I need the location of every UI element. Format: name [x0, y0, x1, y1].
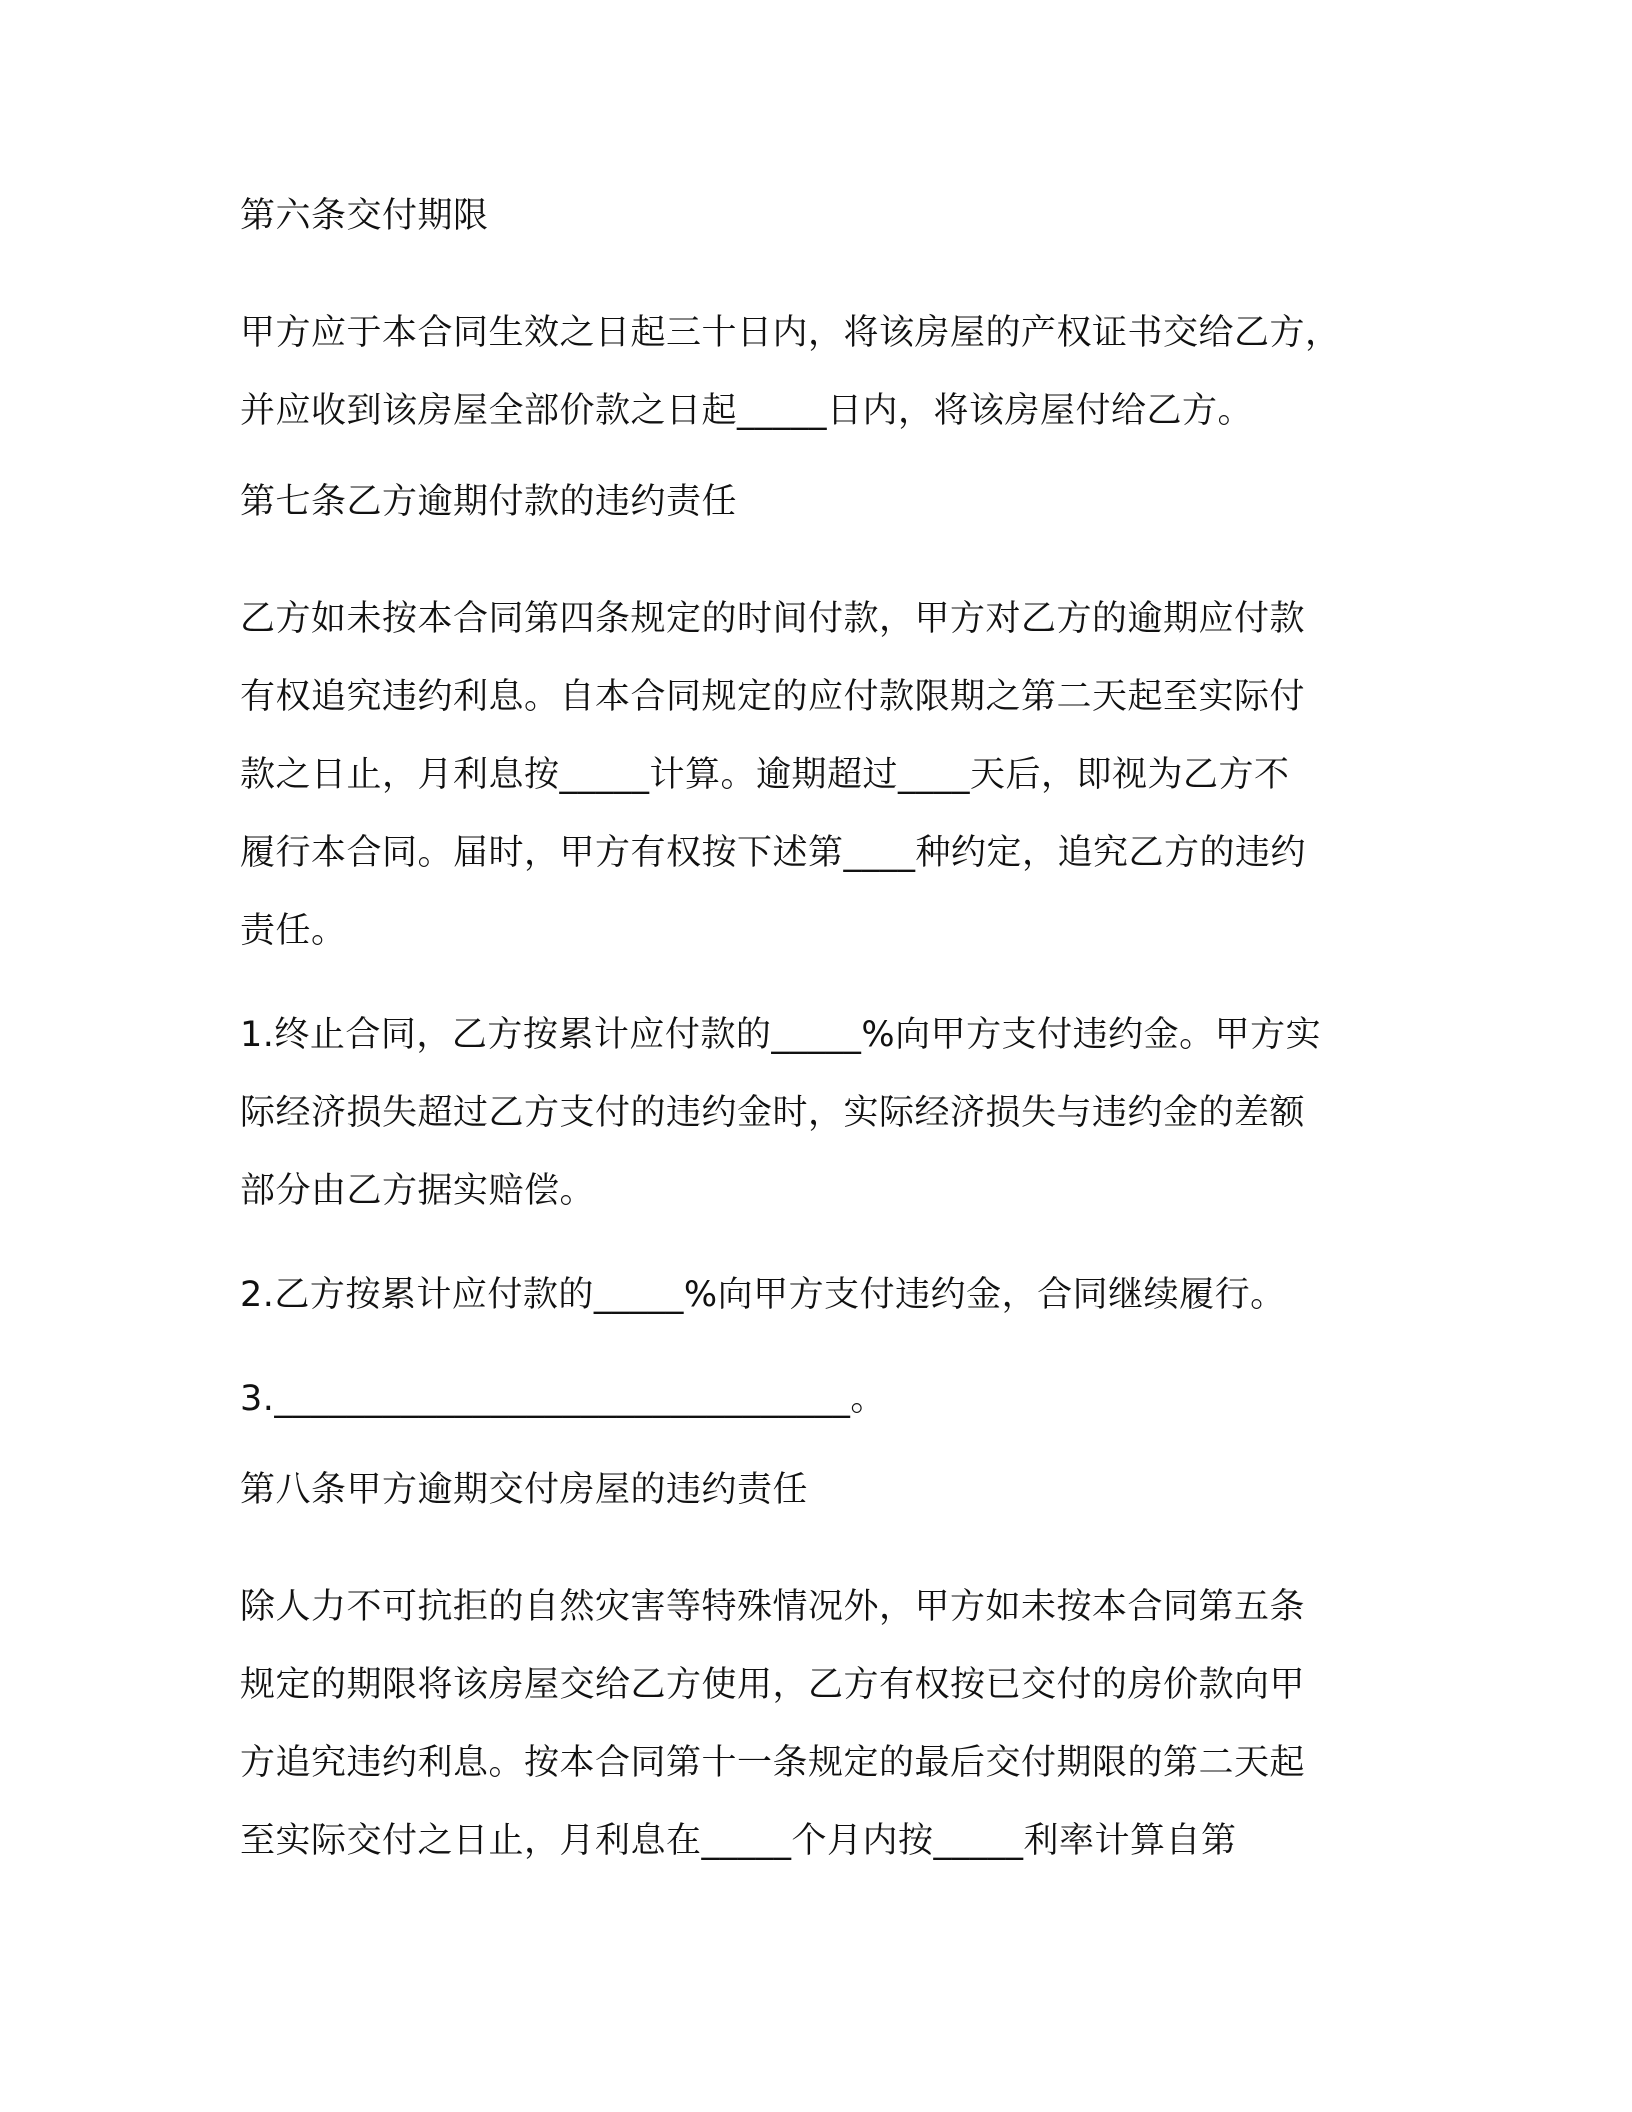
text-line: 有权追究违约利息。自本合同规定的应付款限期之第二天起至实际付 — [240, 677, 1306, 717]
article-7-body — [240, 580, 1420, 970]
document-page — [240, 190, 1420, 1906]
article-8-title: 第八条甲方逾期交付房屋的违约责任 — [240, 1470, 809, 1510]
text-line: 3.________________________________。 — [240, 1379, 886, 1419]
article-7-item-2 — [240, 1256, 1420, 1334]
text-line: 甲方应于本合同生效之日起三十日内，将该房屋的产权证书交给乙方， — [240, 313, 1341, 353]
text-line: 履行本合同。届时，甲方有权按下述第____种约定，追究乙方的违约 — [240, 833, 1307, 873]
text-line: 并应收到该房屋全部价款之日起_____日内，将该房屋付给乙方。 — [240, 391, 1254, 431]
text-line: 至实际交付之日止，月利息在_____个月内按_____利率计算自第 — [240, 1821, 1237, 1861]
article-7-title: 第七条乙方逾期付款的违约责任 — [240, 482, 738, 522]
text-line: 除人力不可抗拒的自然灾害等特殊情况外，甲方如未按本合同第五条 — [240, 1587, 1306, 1627]
text-line: 2.乙方按累计应付款的_____%向甲方支付违约金，合同继续履行。 — [240, 1275, 1286, 1315]
article-8-body — [240, 1568, 1420, 1880]
text-line: 1.终止合同，乙方按累计应付款的_____%向甲方支付违约金。甲方实 — [240, 1015, 1322, 1055]
text-line: 部分由乙方据实赔偿。 — [240, 1171, 596, 1211]
text-line: 方追究违约利息。按本合同第十一条规定的最后交付期限的第二天起 — [240, 1743, 1306, 1783]
text-line: 际经济损失超过乙方支付的违约金时，实际经济损失与违约金的差额 — [240, 1093, 1306, 1133]
text-line: 规定的期限将该房屋交给乙方使用，乙方有权按已交付的房价款向甲 — [240, 1665, 1306, 1705]
text-line: 乙方如未按本合同第四条规定的时间付款，甲方对乙方的逾期应付款 — [240, 599, 1306, 639]
article-7-item-1 — [240, 996, 1420, 1230]
text-line: 款之日止，月利息按_____计算。逾期超过____天后，即视为乙方不 — [240, 755, 1290, 795]
article-6-body — [240, 294, 1420, 450]
article-7-item-3 — [240, 1360, 1420, 1438]
article-6-title: 第六条交付期限 — [240, 196, 489, 236]
text-line: 责任。 — [240, 911, 347, 951]
